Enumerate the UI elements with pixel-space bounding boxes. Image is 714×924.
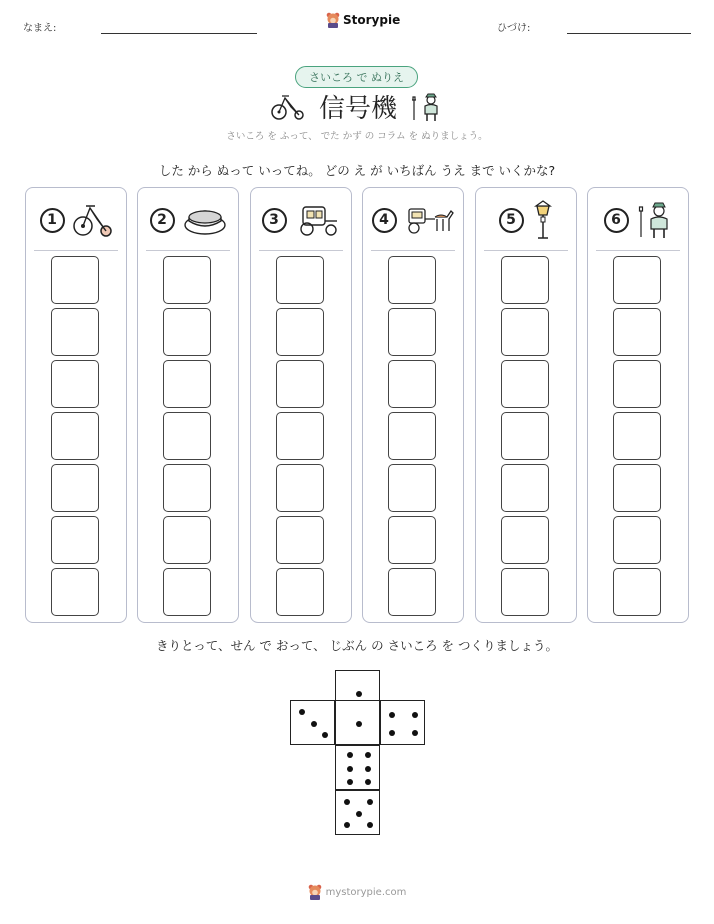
policeman-icon (411, 92, 443, 122)
dice-pip (365, 752, 371, 758)
dice-pip (356, 691, 362, 697)
tricycle-icon (73, 202, 113, 238)
color-cell[interactable] (388, 308, 436, 356)
column-number: 5 (499, 208, 524, 233)
color-cell[interactable] (613, 360, 661, 408)
dice-pip (347, 766, 353, 772)
footer-url: mystorypie.com (325, 886, 407, 898)
color-cell[interactable] (388, 412, 436, 460)
dice-pip (367, 799, 373, 805)
column-divider (484, 250, 568, 251)
dice-pip (344, 799, 350, 805)
color-cell[interactable] (163, 360, 211, 408)
dice-face-3 (290, 700, 335, 745)
color-cell[interactable] (51, 464, 99, 512)
color-cell[interactable] (276, 308, 324, 356)
dice-face-6 (335, 745, 380, 790)
date-label: ひづけ: (497, 23, 531, 34)
bear-footer-icon (308, 884, 322, 900)
color-cell[interactable] (163, 308, 211, 356)
dice-column-6 (587, 187, 689, 623)
dice-column-5 (475, 187, 577, 623)
bear-logo-icon (326, 12, 340, 28)
brand-name: Storypie (343, 13, 401, 27)
column-number: 3 (262, 208, 287, 233)
color-cell[interactable] (388, 360, 436, 408)
column-header (588, 200, 688, 240)
color-cell[interactable] (163, 516, 211, 564)
color-cell[interactable] (388, 256, 436, 304)
date-line[interactable] (567, 33, 691, 34)
color-cell[interactable] (501, 568, 549, 616)
color-cell[interactable] (276, 412, 324, 460)
street-lamp-icon (532, 200, 554, 240)
dice-pip (322, 732, 328, 738)
color-cell[interactable] (163, 464, 211, 512)
column-number: 1 (40, 208, 65, 233)
dice-pip (412, 712, 418, 718)
column-header (363, 200, 463, 240)
column-divider (259, 250, 343, 251)
color-cell[interactable] (613, 516, 661, 564)
color-cell[interactable] (276, 516, 324, 564)
column-divider (371, 250, 455, 251)
color-cell[interactable] (501, 308, 549, 356)
dice-column-2 (137, 187, 239, 623)
dice-pip (365, 779, 371, 785)
color-cell[interactable] (51, 568, 99, 616)
column-header (251, 200, 351, 240)
color-cell[interactable] (388, 464, 436, 512)
color-cell[interactable] (51, 360, 99, 408)
dice-pip (367, 822, 373, 828)
color-cell[interactable] (501, 412, 549, 460)
color-cell[interactable] (613, 256, 661, 304)
color-cell[interactable] (163, 412, 211, 460)
column-divider (596, 250, 680, 251)
color-cell[interactable] (163, 256, 211, 304)
color-cell[interactable] (388, 516, 436, 564)
dice-pip (311, 721, 317, 727)
dice-face-4 (380, 700, 425, 745)
dice-face-5 (335, 790, 380, 835)
subtitle: さいころ を ふって、 でた かず の コラム を ぬりましょう。 (226, 131, 488, 142)
color-cell[interactable] (613, 308, 661, 356)
tricycle-icon (271, 93, 305, 121)
color-cell[interactable] (276, 464, 324, 512)
horse-carriage-icon (405, 203, 455, 237)
color-cell[interactable] (276, 568, 324, 616)
color-cell[interactable] (501, 360, 549, 408)
color-cell[interactable] (501, 256, 549, 304)
dice-face-1 (335, 700, 380, 745)
title-row (0, 88, 714, 125)
color-cell[interactable] (51, 516, 99, 564)
color-cell[interactable] (501, 464, 549, 512)
cut-instruction: きりとって、せん で おって、 じぶん の さいころ を つくりましょう。 (155, 638, 559, 653)
color-cell[interactable] (51, 308, 99, 356)
dice-pip (389, 730, 395, 736)
dice-pip (365, 766, 371, 772)
name-label: なまえ: (23, 23, 57, 34)
column-number: 6 (604, 208, 629, 233)
column-number: 2 (150, 208, 175, 233)
dice-pip (344, 822, 350, 828)
dice-column-1 (25, 187, 127, 623)
color-cell[interactable] (276, 256, 324, 304)
column-divider (34, 250, 118, 251)
column-header (476, 200, 576, 240)
color-cell[interactable] (613, 412, 661, 460)
instruction-text: した から ぬって いってね。 どの え が いちばん うえ まで いくかな? (158, 163, 556, 178)
dice-pip (356, 721, 362, 727)
button-icon (183, 203, 227, 237)
dice-pip (389, 712, 395, 718)
column-header (26, 200, 126, 240)
color-cell[interactable] (51, 412, 99, 460)
dice-pip (299, 709, 305, 715)
dice-pip (412, 730, 418, 736)
title-badge: さいころ で ぬりえ (295, 66, 418, 88)
color-cell[interactable] (501, 516, 549, 564)
dice-pip (347, 779, 353, 785)
brand-logo (326, 12, 400, 28)
column-header (138, 200, 238, 240)
dice-column-3 (250, 187, 352, 623)
color-cell[interactable] (163, 568, 211, 616)
footer (0, 884, 714, 900)
dice-column-4 (362, 187, 464, 623)
dice-pip (347, 752, 353, 758)
color-cell[interactable] (51, 256, 99, 304)
column-number: 4 (372, 208, 397, 233)
color-cell[interactable] (613, 568, 661, 616)
column-divider (146, 250, 230, 251)
color-cell[interactable] (613, 464, 661, 512)
carriage-icon (295, 203, 341, 237)
color-cell[interactable] (276, 360, 324, 408)
color-cell[interactable] (388, 568, 436, 616)
page-title: 信号機 (318, 94, 397, 124)
name-line[interactable] (101, 33, 257, 34)
dice-pip (356, 811, 362, 817)
policeman-icon (637, 201, 673, 239)
